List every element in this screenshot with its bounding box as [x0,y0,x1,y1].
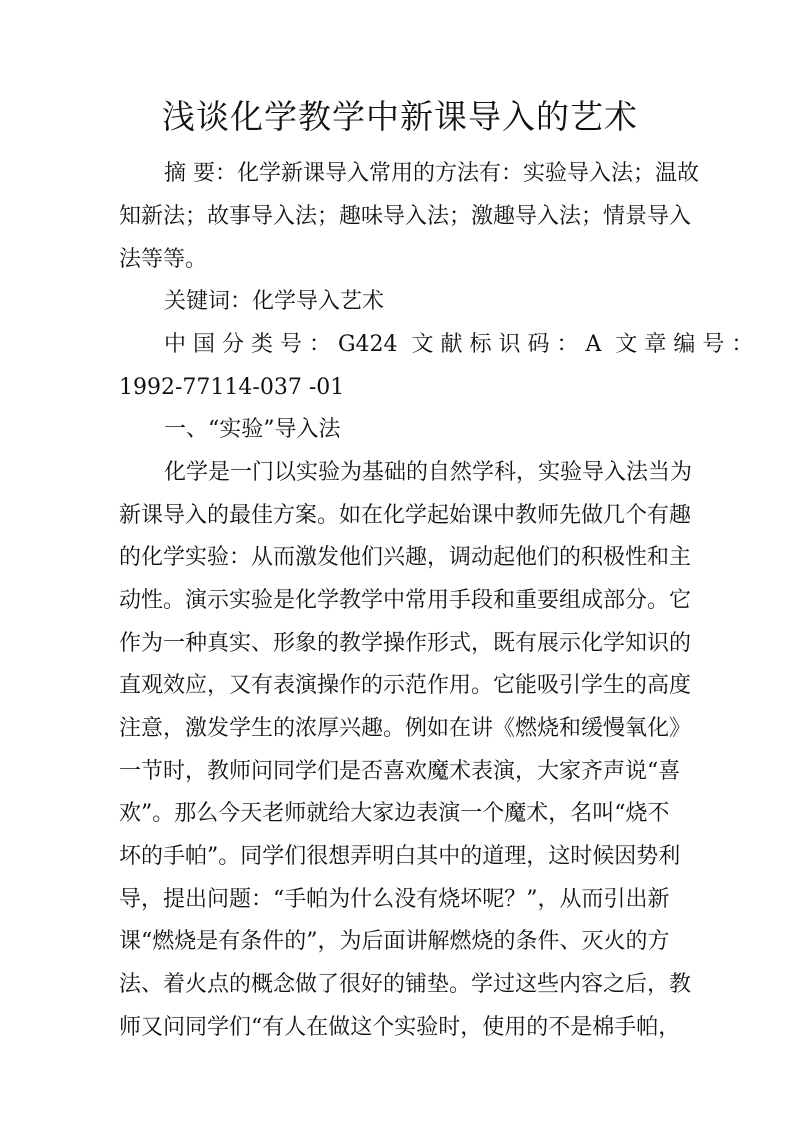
body-line-2: 新课导入的最佳方案。如在化学起始课中教师先做几个有趣 [119,503,692,528]
abstract-line-1: 摘 要：化学新课导入常用的方法有：实验导入法；温故 [164,161,699,186]
classification-line: 中 国 分 类 号 ： G424 文 献 标 识 码 ： A 文 章 编 号 ： [164,332,754,357]
body-line-4: 动性。演示实验是化学教学中常用手段和重要组成部分。它 [119,588,692,613]
section-heading: 一、“实验”导入法 [164,417,341,442]
body-line-7: 注意，激发学生的浓厚兴趣。例如在讲《燃烧和缓慢氧化》 [119,716,692,741]
body-line-9: 欢”。那么今天老师就给大家边表演一个魔术，名叫“烧不 [119,801,670,826]
keywords-line: 关键词：化学导入艺术 [164,289,385,314]
body-line-11: 导，提出问题：“手帕为什么没有烧坏呢？”，从而引出新 [119,887,670,912]
body-line-5: 作为一种真实、形象的教学操作形式，既有展示化学知识的 [119,631,692,656]
body-line-6: 直观效应，又有表演操作的示范作用。它能吸引学生的高度 [119,673,692,698]
body-line-10: 坏的手帕”。同学们很想弄明白其中的道理，这时候因势利 [119,844,681,869]
body-line-8: 一节时，教师问同学们是否喜欢魔术表演，大家齐声说“喜 [119,759,681,784]
document-title: 浅谈化学教学中新课导入的艺术 [162,97,638,136]
body-line-3: 的化学实验：从而激发他们兴趣，调动起他们的积极性和主 [119,545,692,570]
body-line-12: 课“燃烧是有条件的”，为后面讲解燃烧的条件、灭火的方 [119,929,670,954]
article-number-line: 1992-77114-037 -01 [119,375,345,400]
abstract-line-3: 法等等。 [119,247,208,272]
body-line-14: 师又问同学们“有人在做这个实验时，使用的不是棉手帕， [119,1015,681,1040]
body-line-13: 法、着火点的概念做了很好的铺垫。学过这些内容之后，教 [119,972,692,997]
abstract-line-2: 知新法；故事导入法；趣味导入法；激趣导入法；情景导入 [119,204,692,229]
body-line-1: 化学是一门以实验为基础的自然学科，实验导入法当为 [164,460,693,485]
